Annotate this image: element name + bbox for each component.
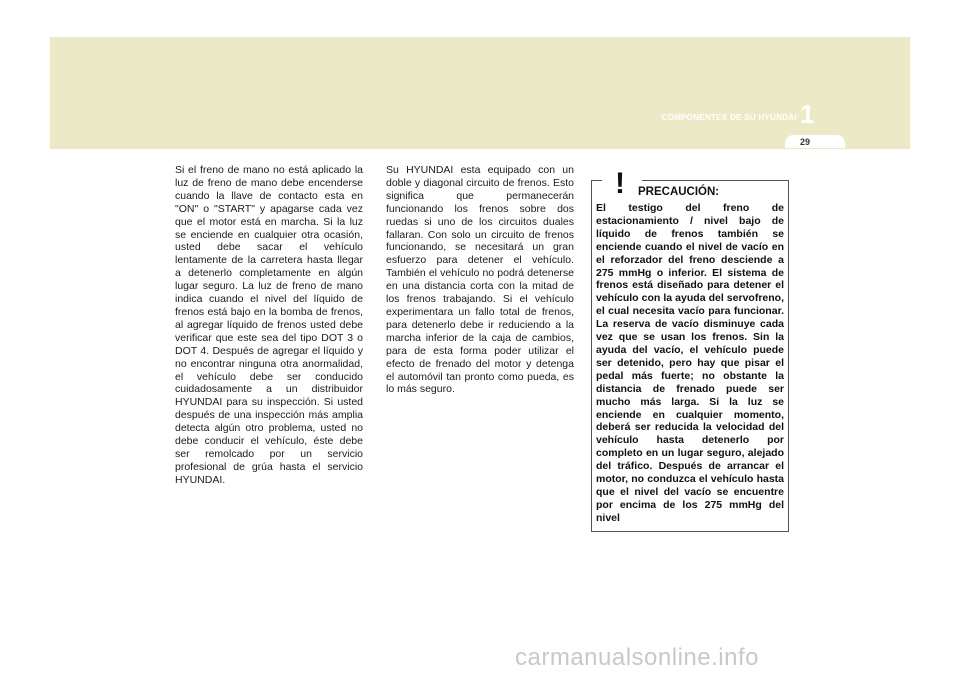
caution-text: El testigo del freno de estacionamiento / nivel bajo de líquido de frenos también se enciende cuando el nivel de vacío en el reforzador del freno desciende a 275 mmHg o inferior. El sistema de frenos está diseñado para detener el vehículo con la ayuda del servofreno, el cual necesita vacío para funcionar. La reserva de vacío disminuye cada vez que se usan los frenos. Sin la ayuda del vacío, el vehículo puede ser detenido, pero hay que pisar el pedal más fuerte; no obstante la distancia de frenado puede ser mucho más larga. Si la luz se enciende en cualquier momento, deberá ser reducida la velocidad del vehículo hasta detenerlo por completo en un lugar seguro, alejado del tráfico. Después de arrancar el motor, no conduzca el vehículo hasta que el nivel del vacío se encuentre por encima de los 275 mmHg del nivel [596, 202, 784, 524]
svg-text:!: ! [615, 167, 625, 197]
watermark-text: carmanualsonline.info [515, 644, 759, 671]
caution-title: PRECAUCIÓN: [638, 186, 720, 198]
left-column-text: Si el freno de mano no está aplicado la luz de freno de mano debe encenderse cuando la llave de contacto esta en "ON" o "START" y apagarse cada vez que el motor está en marcha. Si la luz se enciende en cualquier otra ocasión, usted debe sacar el vehículo lentamente de la carretera hasta llegar a detenerlo completamente en algún lugar seguro. La luz de freno de mano indica cuando el nivel del líquido de frenos está bajo en la bomba de frenos, al agregar líquido de frenos usted debe verificar que este sea del tipo DOT 3 o DOT 4. Después de agregar el líquido y no encontrar ninguna otra anormalidad, el vehículo debe ser conducido cuidadosamente a un distribuidor HYUNDAI para su inspección. Si usted después de una inspección más amplia detecta algún otro problema, usted no debe conducir el vehículo, éste debe ser remolcado por un servicio profesional de grúa hasta el servicio HYUNDAI. [175, 164, 363, 486]
middle-column-text: Su HYUNDAI esta equipado con un doble y diagonal circuito de frenos. Esto significa que permanecerán funcionando los frenos sobre dos ruedas si uno de los circuitos duales fallaran. Con solo un circuito de frenos funcionando, se necesitará un gran esfuerzo para detener el vehículo. También el vehículo no podrá detenerse en una distancia corta con la mitad de los frenos trabajando. Si el vehículo experimentara un fallo total de frenos, para detenerlo debe ir reduciendo a la marcha inferior de la caja de cambios, para de esta forma poder utilizar el efecto de frenado del motor y detenga el automóvil tan pronto como pueda, es lo más seguro. [386, 164, 574, 396]
warning-exclamation-icon [602, 165, 642, 197]
header-band [50, 37, 910, 149]
section-title: COMPONENTES DE SU HYUNDAI [661, 113, 797, 122]
page-number: 29 [799, 137, 810, 147]
chapter-number: 1 [800, 99, 815, 129]
